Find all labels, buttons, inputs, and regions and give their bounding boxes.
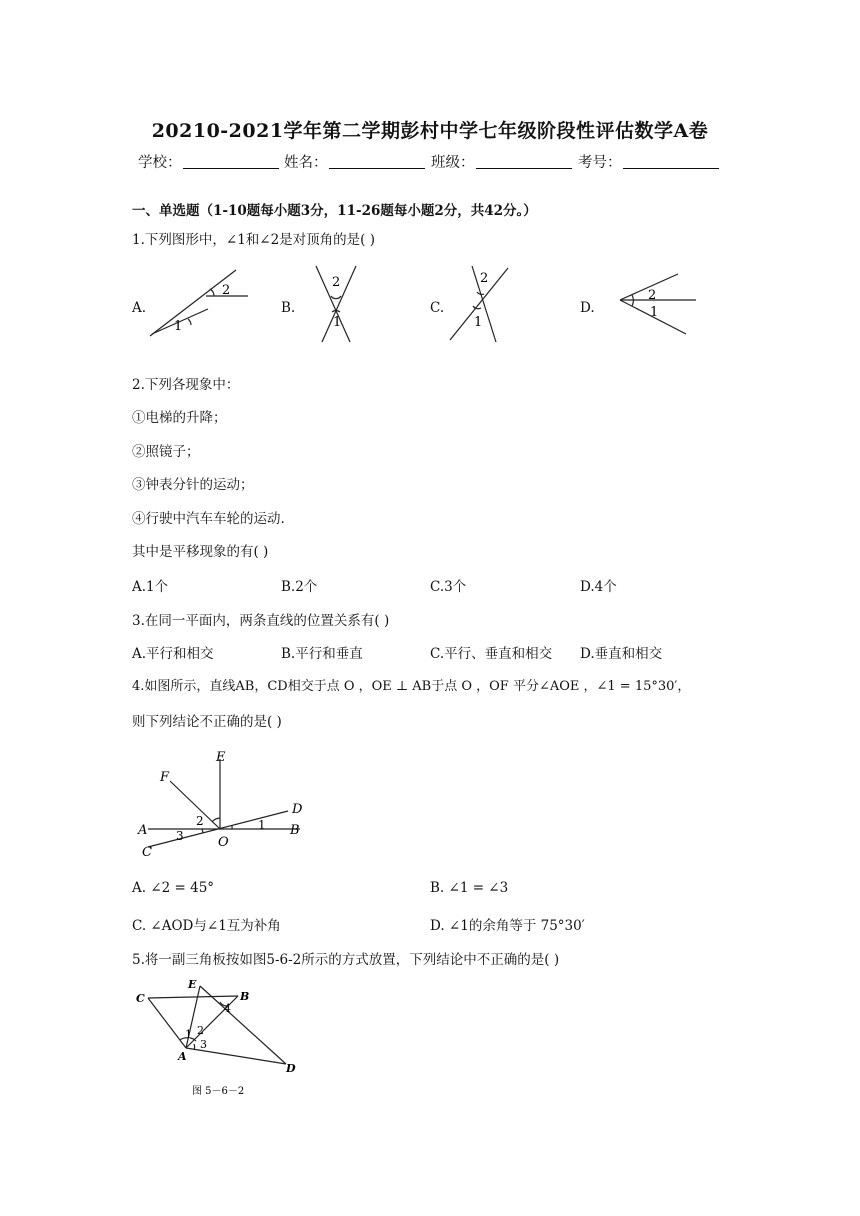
- q5-figure: [134, 976, 304, 1098]
- q4-label-f: F: [160, 770, 170, 785]
- q5-label-2: 2: [197, 1024, 204, 1037]
- school-blank: [183, 153, 279, 169]
- q1-figure-a: [148, 264, 252, 340]
- info-label-class: 班级：: [431, 155, 475, 171]
- q5-arc-3: [194, 1044, 195, 1050]
- q1b-label-2: 2: [332, 275, 341, 290]
- q5-label-b: B: [240, 990, 250, 1003]
- q1d-label-1: 1: [650, 305, 659, 320]
- q1-option-b: B.: [281, 300, 296, 316]
- q4-label-e: E: [216, 750, 226, 765]
- q1-figure-c: [446, 264, 512, 344]
- q1-figure-d: [616, 270, 698, 340]
- q4-label-c: C: [142, 845, 152, 860]
- q1-option-d: D.: [580, 300, 595, 316]
- q3-option-b: B.平行和垂直: [281, 646, 363, 662]
- q5-label-d: D: [286, 1062, 296, 1075]
- q4-stem-line2: 则下列结论不正确的是( ): [132, 714, 282, 730]
- info-label-name: 姓名：: [284, 155, 328, 171]
- q3-option-a: A.平行和相交: [132, 646, 214, 662]
- q3-option-d: D.垂直和相交: [580, 646, 663, 662]
- info-label-school: 学校：: [138, 155, 182, 171]
- q4-label-a: A: [138, 823, 148, 838]
- q2-item-2: ②照镜子；: [132, 444, 200, 460]
- q3-option-c: C.平行、垂直和相交: [430, 646, 553, 662]
- q4-option-c: C. ∠AOD与∠1互为补角: [132, 918, 281, 934]
- q5-label-c: C: [136, 992, 145, 1005]
- q1-option-c: C.: [430, 300, 445, 316]
- q1a-label-2: 2: [222, 283, 231, 298]
- section-heading: 一、单选题（1-10题每小题3分，11-26题每小题2分，共42分。）: [132, 203, 537, 219]
- q5-figure-caption: 图 5－6－2: [192, 1086, 245, 1097]
- q4-stem-line1: 4.如图所示，直线AB，CD相交于点 O ，OE ⊥ AB于点 O ，OF 平分∠AOE ，∠1 = 15°30′，: [132, 679, 691, 694]
- q2-item-4: ④行驶中汽车车轮的运动.: [132, 511, 285, 527]
- q4-option-a: A. ∠2 = 45°: [132, 880, 215, 896]
- q1a-line-1: [150, 270, 236, 336]
- info-school: [138, 151, 280, 172]
- q1a-arc-2: [210, 289, 214, 296]
- q1a-arc-1: [188, 319, 191, 325]
- q1c-label-2: 2: [480, 271, 489, 286]
- q2-item-3: ③钟表分针的运动；: [132, 477, 254, 493]
- q2-option-b: B.2个: [281, 579, 318, 595]
- q1d-label-2: 2: [648, 288, 657, 303]
- q4-option-d: D. ∠1的余角等于 75°30′: [430, 918, 585, 934]
- info-examno: [578, 151, 720, 172]
- q5-line-cb: [148, 996, 238, 998]
- q4-label-d: D: [292, 802, 303, 817]
- q5-label-3: 3: [200, 1038, 207, 1051]
- info-label-examno: 考号：: [578, 155, 622, 171]
- q4-arc-2: [212, 818, 220, 822]
- q5-label-4: 4: [224, 1002, 231, 1015]
- q4-label-2: 2: [196, 814, 204, 828]
- page-title: 20210-2021学年第二学期彭村中学七年级阶段性评估数学A卷: [151, 120, 709, 142]
- q1b-label-1: 1: [333, 315, 342, 330]
- q5-label-1: 1: [185, 1028, 192, 1041]
- q4-option-b: B. ∠1 = ∠3: [430, 880, 509, 896]
- info-class: [431, 151, 573, 172]
- q4-label-b: B: [290, 823, 300, 838]
- info-name: [284, 151, 426, 172]
- q1b-arc-2: [331, 296, 341, 299]
- q2-ask: 其中是平移现象的有( ): [132, 544, 269, 560]
- q2-stem: 2.下列各现象中：: [132, 377, 240, 393]
- q3-stem: 3.在同一平面内，两条直线的位置关系有( ): [132, 613, 390, 629]
- q1-figure-b: [310, 262, 362, 344]
- q1a-label-1: 1: [174, 319, 183, 334]
- q5-line-ca: [148, 998, 186, 1048]
- q2-item-1: ①电梯的升降；: [132, 410, 227, 426]
- q1-option-a: A.: [132, 300, 147, 316]
- q2-option-c: C.3个: [430, 579, 467, 595]
- q1-stem: 1.下列图形中，∠1和∠2是对顶角的是( ): [132, 232, 376, 248]
- q4-figure: [132, 745, 318, 863]
- q4-label-1: 1: [258, 818, 266, 832]
- q2-option-d: D.4个: [580, 579, 617, 595]
- q5-label-e: E: [188, 978, 197, 991]
- q5-stem: 5.将一副三角板按如图5-6-2所示的方式放置，下列结论中不正确的是( ): [132, 952, 560, 968]
- q4-label-3: 3: [176, 829, 184, 843]
- q5-label-a: A: [178, 1050, 187, 1063]
- q1c-label-1: 1: [474, 315, 483, 330]
- q2-option-a: A.1个: [132, 579, 169, 595]
- examno-blank: [623, 153, 719, 169]
- name-blank: [329, 153, 425, 169]
- q4-label-o: O: [218, 835, 229, 850]
- class-blank: [476, 153, 572, 169]
